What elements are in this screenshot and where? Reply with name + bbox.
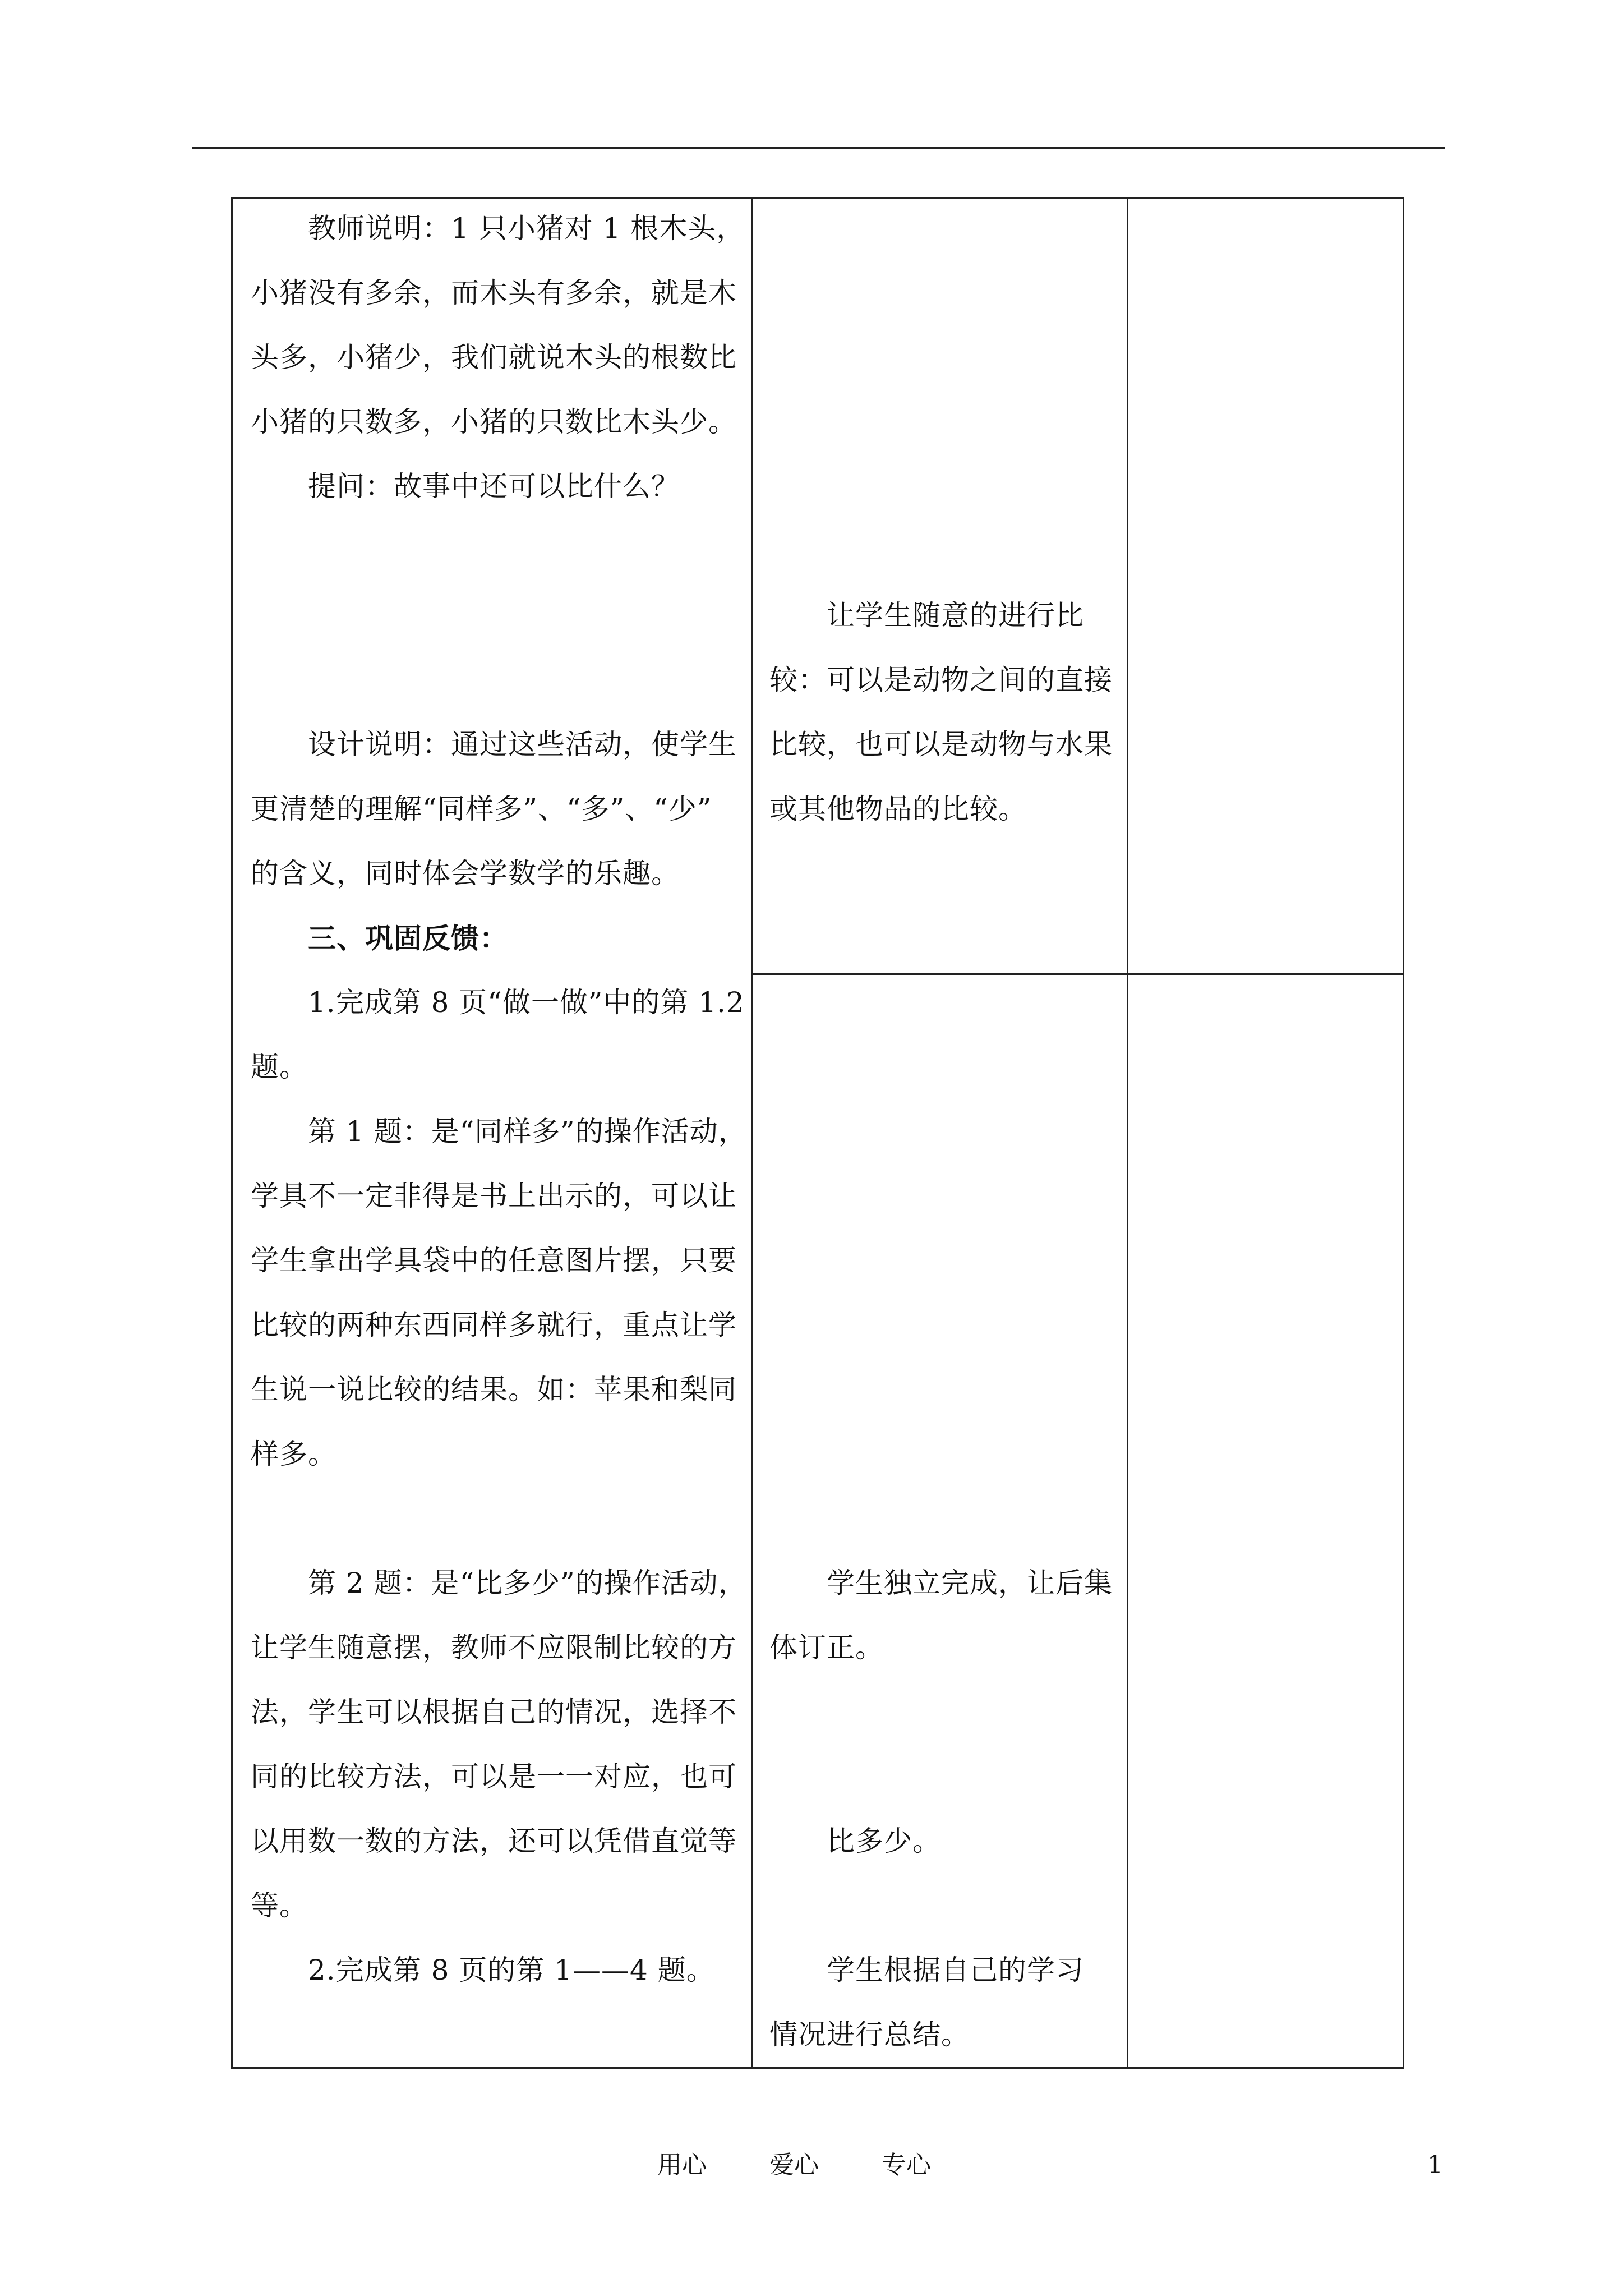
exercise-2: 2.完成第 8 页的第 1——4 题。 [251, 1954, 715, 1986]
column-divider-2 [1127, 199, 1128, 2067]
exercise-2-detail: 第 2 题：是“比多少”的操作活动， 让学生随意摆，教师不应限制比较的方 法，学生可以根据自己的情况，选择不 同的比较方法，可以是一一对应，也可 以用数一数的方法，还可以凭借直觉等 等。 [251, 1567, 747, 1922]
teacher-explanation: 教师说明：1 只小猪对 1 根木头， 小猪没有多余，而木头有多余，就是木 头多，小猪少，我们就说木头的根数比 小猪的只数多，小猪的只数比木头少。 [251, 212, 745, 438]
footer-text-left: 用心 [657, 2151, 707, 2179]
student-activity-compare-more-less: 比多少。 [769, 1825, 941, 1857]
design-explanation: 设计说明：通过这些活动，使学生 更清楚的理解“同样多”、“多”、“少” 的含义，同时体会学数学的乐趣。 [251, 728, 737, 890]
question-text: 提问：故事中还可以比什么？ [251, 470, 680, 503]
footer-text-middle: 爱心 [769, 2151, 819, 2179]
student-activity-complete: 学生独立完成，让后集 体订正。 [769, 1567, 1113, 1664]
column-divider-1 [751, 199, 753, 2067]
footer-text-right: 专心 [882, 2151, 931, 2179]
header-rule [192, 147, 1445, 149]
exercise-1-detail: 第 1 题：是“同样多”的操作活动， 学具不一定非得是书上出示的，可以让 学生拿出学具袋中的任意图片摆，只要 比较的两种东西同样多就行，重点让学 生说一说比较的结果。如：苹果和梨同 样多。 [251, 1115, 747, 1470]
page-number: 1 [1427, 2151, 1443, 2179]
student-activity-summary: 学生根据自己的学习 情况进行总结。 [769, 1954, 1084, 2051]
row-divider [751, 973, 1404, 975]
section-heading-review: 三、巩固反馈： [251, 922, 508, 955]
exercise-1: 1.完成第 8 页“做一做”中的第 1.2 题。 [251, 986, 745, 1083]
student-activity-compare: 让学生随意的进行比 较：可以是动物之间的直接 比较，也可以是动物与水果 或其他物品的比较。 [769, 599, 1113, 825]
